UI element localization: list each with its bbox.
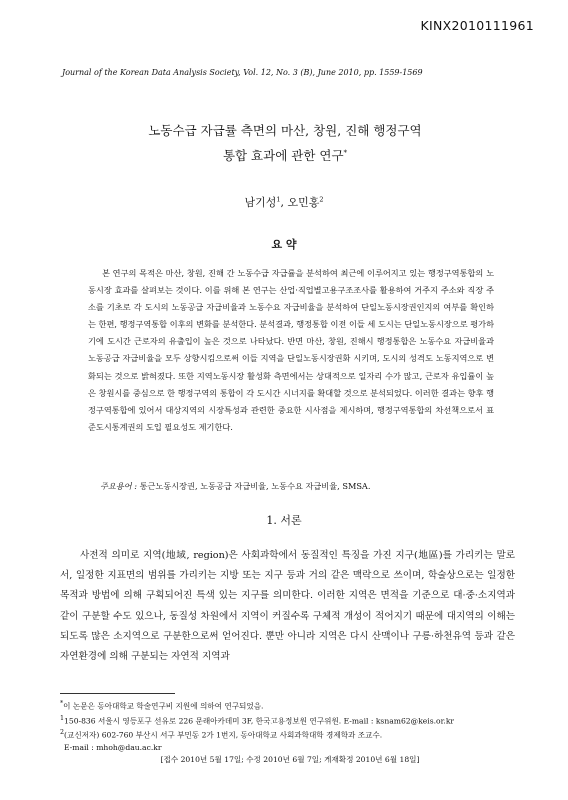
abstract-heading: 요 약 xyxy=(271,238,297,251)
author-list xyxy=(0,194,568,210)
paper-title xyxy=(40,120,530,167)
body-paragraph: 사전적 의미로 지역(地域, region)은 사회과학에서 동질적인 특징을 가진 지구(地區)를 가리키는 말로서, 일정한 지표면의 범위를 가리키는 지방 또는 지구 등과 거의 같은 맥락으로 쓰이며, 학술상으로는 일정한 목적과 방법에 의해 구획되어진 특색 있는 지구를 의미한다. 이러한 지역은 면적을 기준으로 대·중·소지역과 같이 구분할 수도 있으나, 동질성 차원에서 지역이 커질수록 구체적 개성이 적어지기 때문에 대지역의 이해는 되도록 많은 소지역으로 구분한으로써 얻어진다. 뿐만 아니라 지역은 다시 산맥이나 구릉·하천유역 등과 같은 자연환경에 의해 구분되는 자연적 지역과 xyxy=(60,550,515,663)
keywords xyxy=(100,481,500,492)
author-1-mark: 1 xyxy=(276,195,281,204)
author-2: 오민홍 xyxy=(287,196,320,209)
footnote-1-text: 150-836 서울시 영등포구 선유로 226 문래아카데미 3F, 한국고용정보원 연구위원. E-mail : ksnam62@keis.or.kr xyxy=(64,716,455,726)
author-2-mark: 2 xyxy=(319,195,324,204)
author-1: 남기성 xyxy=(244,196,277,209)
footnote-2-text: (교신저자) 602-760 부산시 서구 부민동 2가 1번지, 동아대학교 사회과학대학 경제학과 조교수. xyxy=(64,731,383,740)
footnotes xyxy=(60,698,520,767)
footnote-star-text: 이 논문은 동아대학교 학술연구비 지원에 의하여 연구되었음. xyxy=(63,701,264,711)
footnote-star: *이 논문은 동아대학교 학술연구비 지원에 의하여 연구되었음. xyxy=(60,700,264,711)
abstract-text: 본 연구의 목적은 마산, 창원, 진해 간 노동수급 자급률을 분석하여 최근에 이루어지고 있는 행정구역통합의 노동시장 효과를 살펴보는 것이다. 이를 위해 본 연구는 산업·직업별고용구조조사를 활용하여 거주지 주소와 직장 주소를 기초로 각 도시의 노동공급 자급비율과 노동수요 자급비율을 분석하여 단일노동시장권인지의 여부를 확인하는 한편, 행정구역통합 이후의 변화를 분석한다. 분석결과, 행정통합 이전 이들 세 도시는 단일노동시장으로 평가하기에 도시간 근로자의 유출입이 높은 것으로 나타났다. 반면 마산, 창원, 진해시 행정통합은 노동수요 자급비율과 노동공급 자급비율을 모두 상향시킴으로써 이들 지역을 단일노동시장권화 시키며, 도시의 성격도 노동지역으로 변화되는 것으로 밝혀졌다. 또한 지역노동시장 활성화 측면에서는 상대적으로 일자리 수가 많고, 근로자 유입률이 높은 창원시를 중심으로 한 행정구역의 통합이 각 도시간 시너지를 확대할 것으로 분석되었다. 이러한 결과는 향후 행정구역통합에 있어서 대상지역의 시장특성과 관련한 중요한 시사점을 제시하며, 행정구역통합의 차선책으로서 표준도시통계권의 도입 필요성도 제기한다. xyxy=(88,268,494,432)
title-line-1: 노동수급 자급률 측면의 마산, 창원, 진해 행정구역 xyxy=(148,123,422,138)
section-heading: 1. 서론 xyxy=(266,514,302,527)
title-footnote-mark: * xyxy=(343,149,348,157)
document-id: KINX2010111961 xyxy=(420,18,534,33)
author-separator: , xyxy=(280,196,288,209)
title-line-2-text: 통합 효과에 관한 연구 xyxy=(222,148,344,164)
title-line-2 xyxy=(40,142,530,167)
journal-citation: Journal of the Korean Data Analysis Society, Vol. 12, No. 3 (B), June 2010, pp. 1559-1569 xyxy=(62,68,423,77)
keywords-text: 통근노동시장권, 노동공급 자급비율, 노동수요 자급비율, SMSA. xyxy=(137,481,371,491)
keywords-label: 주요용어 : xyxy=(100,481,137,491)
footnote-divider xyxy=(60,693,175,694)
footnote-2-email: E-mail : mhoh@dau.ac.kr xyxy=(64,743,162,753)
footnote-1: $^1$150-836 서울시 영등포구 선유로 226 문래아카데미 3F, 한국고용정보원 연구위원. E-mail : ksnam62@keis.or.kr xyxy=(60,714,455,726)
submission-dates: [접수 2010년 5월 17일; 수정 2010년 6월 7일; 게재확정 2010년 6월 18일] xyxy=(160,755,420,765)
footnote-2: $^2$(교신저자) 602-760 부산시 서구 부민동 2가 1번지, 동아대학교 사회과학대학 경제학과 조교수. xyxy=(60,729,383,740)
